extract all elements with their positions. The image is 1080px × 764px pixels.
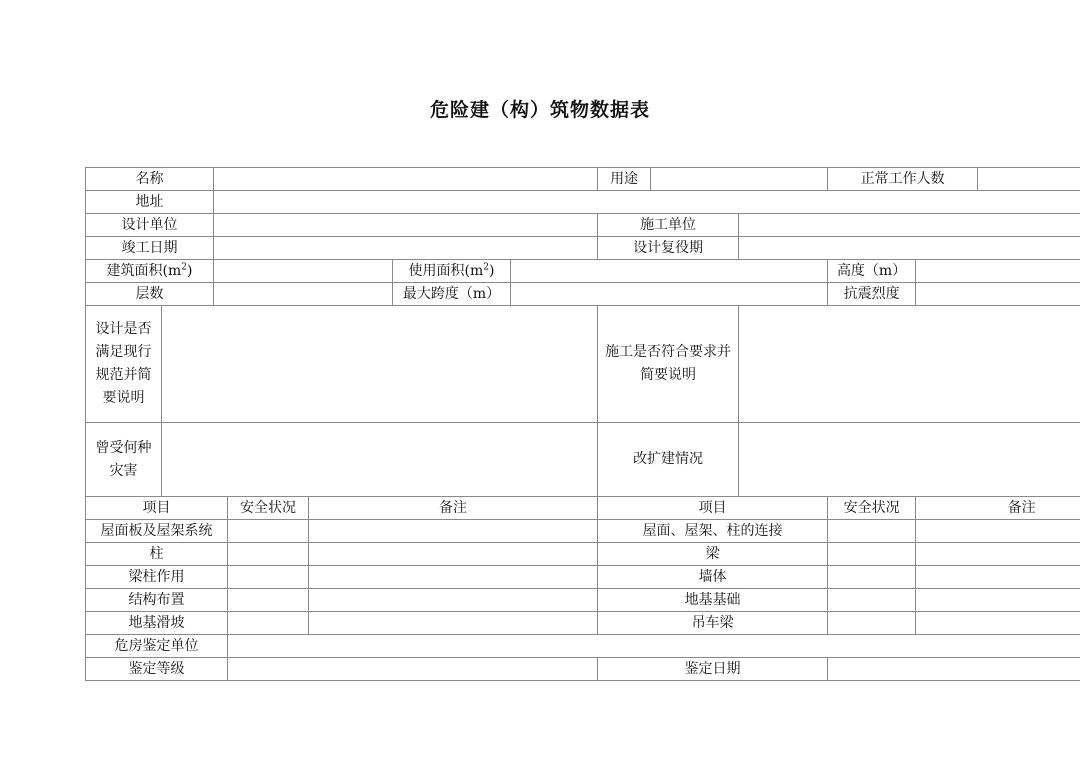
safety-field[interactable] bbox=[828, 520, 916, 543]
field-building-area[interactable] bbox=[214, 260, 393, 283]
item-right: 屋面、屋架、柱的连接 bbox=[598, 520, 828, 543]
remark-field[interactable] bbox=[309, 543, 598, 566]
item-left: 梁柱作用 bbox=[86, 566, 228, 589]
label-disasters: 曾受何种灾害 bbox=[86, 423, 162, 497]
item-left: 地基滑坡 bbox=[86, 612, 228, 635]
inspection-row bbox=[86, 612, 1080, 635]
label-renovation: 改扩建情况 bbox=[598, 423, 739, 497]
label-purpose: 用途 bbox=[598, 168, 651, 191]
field-design-compliance[interactable] bbox=[162, 306, 598, 423]
page-title: 危险建（构）筑物数据表 bbox=[429, 99, 650, 121]
item-left: 屋面板及屋架系统 bbox=[86, 520, 228, 543]
safety-field[interactable] bbox=[828, 589, 916, 612]
label-completion-date: 竣工日期 bbox=[86, 237, 214, 260]
safety-field[interactable] bbox=[228, 612, 309, 635]
field-purpose[interactable] bbox=[651, 168, 828, 191]
label-building-area: 建筑面积$(m^2)$ bbox=[86, 260, 214, 283]
row-compliance bbox=[86, 306, 1080, 423]
row-inspection-header bbox=[86, 497, 1080, 520]
field-usable-area[interactable] bbox=[511, 260, 828, 283]
row-dates bbox=[86, 237, 1080, 260]
field-name[interactable] bbox=[214, 168, 598, 191]
label-name: 名称 bbox=[86, 168, 214, 191]
remark-field[interactable] bbox=[916, 543, 1080, 566]
row-address bbox=[86, 191, 1080, 214]
field-disasters[interactable] bbox=[162, 423, 598, 497]
item-right: 墙体 bbox=[598, 566, 828, 589]
field-renovation[interactable] bbox=[739, 423, 1080, 497]
remark-field[interactable] bbox=[916, 612, 1080, 635]
remark-field[interactable] bbox=[916, 589, 1080, 612]
safety-field[interactable] bbox=[228, 520, 309, 543]
field-design-review-period[interactable] bbox=[739, 237, 1080, 260]
row-appraisal bbox=[86, 658, 1080, 681]
row-disasters bbox=[86, 423, 1080, 497]
safety-field[interactable] bbox=[828, 543, 916, 566]
field-seismic-intensity[interactable] bbox=[916, 283, 1080, 306]
remark-field[interactable] bbox=[309, 520, 598, 543]
row-units bbox=[86, 214, 1080, 237]
item-left: 结构布置 bbox=[86, 589, 228, 612]
safety-field[interactable] bbox=[228, 566, 309, 589]
label-address: 地址 bbox=[86, 191, 214, 214]
field-floors[interactable] bbox=[214, 283, 393, 306]
label-seismic-intensity: 抗震烈度 bbox=[828, 283, 916, 306]
row-name bbox=[86, 168, 1080, 191]
field-workers[interactable] bbox=[978, 168, 1080, 191]
label-max-span: 最大跨度（m） bbox=[393, 283, 511, 306]
label-usable-area: 使用面积$(m^2)$ bbox=[393, 260, 511, 283]
field-design-unit[interactable] bbox=[214, 214, 598, 237]
inspection-row bbox=[86, 566, 1080, 589]
safety-field[interactable] bbox=[228, 543, 309, 566]
label-appraisal-date: 鉴定日期 bbox=[598, 658, 828, 681]
field-completion-date[interactable] bbox=[214, 237, 598, 260]
label-appraisal-unit: 危房鉴定单位 bbox=[86, 635, 228, 658]
row-areas bbox=[86, 260, 1080, 283]
item-right: 梁 bbox=[598, 543, 828, 566]
header-remark-right: 备注 bbox=[916, 497, 1080, 520]
header-item-left: 项目 bbox=[86, 497, 228, 520]
inspection-row bbox=[86, 543, 1080, 566]
label-construction-unit: 施工单位 bbox=[598, 214, 739, 237]
remark-field[interactable] bbox=[309, 612, 598, 635]
header-remark-left: 备注 bbox=[309, 497, 598, 520]
safety-field[interactable] bbox=[828, 566, 916, 589]
field-address[interactable] bbox=[214, 191, 1080, 214]
remark-field[interactable] bbox=[916, 566, 1080, 589]
label-construction-compliance: 施工是否符合要求并简要说明 bbox=[598, 306, 739, 423]
row-appraisal-unit bbox=[86, 635, 1080, 658]
field-appraisal-grade[interactable] bbox=[228, 658, 598, 681]
field-height[interactable] bbox=[916, 260, 1080, 283]
inspection-row bbox=[86, 589, 1080, 612]
field-appraisal-unit[interactable] bbox=[228, 635, 1080, 658]
label-appraisal-grade: 鉴定等级 bbox=[86, 658, 228, 681]
item-right: 吊车梁 bbox=[598, 612, 828, 635]
item-left: 柱 bbox=[86, 543, 228, 566]
header-item-right: 项目 bbox=[598, 497, 828, 520]
field-construction-unit[interactable] bbox=[739, 214, 1080, 237]
header-safety-right: 安全状况 bbox=[828, 497, 916, 520]
field-max-span[interactable] bbox=[511, 283, 828, 306]
label-floors: 层数 bbox=[86, 283, 214, 306]
label-design-compliance: 设计是否满足现行规范并简要说明 bbox=[86, 306, 162, 423]
remark-field[interactable] bbox=[916, 520, 1080, 543]
row-floors bbox=[86, 283, 1080, 306]
label-design-review-period: 设计复役期 bbox=[598, 237, 739, 260]
item-right: 地基基础 bbox=[598, 589, 828, 612]
inspection-row bbox=[86, 520, 1080, 543]
safety-field[interactable] bbox=[828, 612, 916, 635]
field-construction-compliance[interactable] bbox=[739, 306, 1080, 423]
field-appraisal-date[interactable] bbox=[828, 658, 1080, 681]
remark-field[interactable] bbox=[309, 566, 598, 589]
remark-field[interactable] bbox=[309, 589, 598, 612]
label-workers: 正常工作人数 bbox=[828, 168, 978, 191]
label-height: 高度（m） bbox=[828, 260, 916, 283]
header-safety-left: 安全状况 bbox=[228, 497, 309, 520]
safety-field[interactable] bbox=[228, 589, 309, 612]
label-design-unit: 设计单位 bbox=[86, 214, 214, 237]
building-data-table bbox=[85, 167, 1080, 681]
